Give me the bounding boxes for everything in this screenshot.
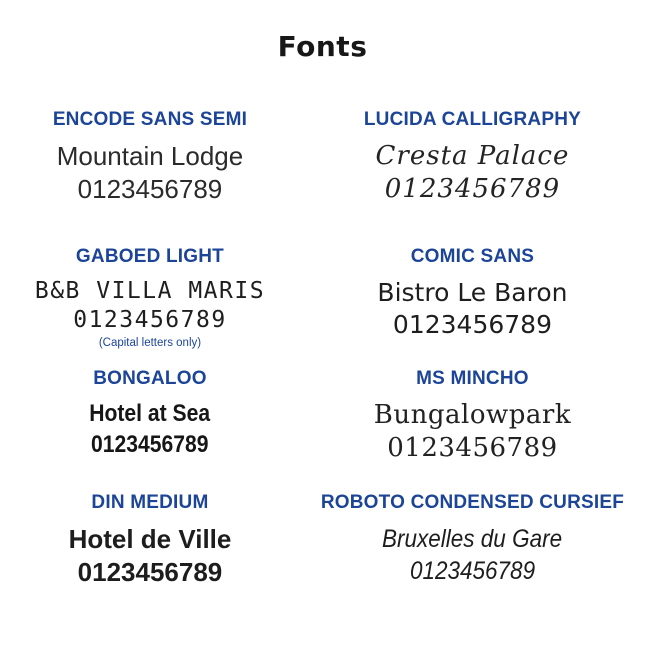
font-sample-digits: 0123456789 bbox=[409, 557, 536, 585]
font-name: ENCODE SANS SEMI bbox=[52, 109, 248, 130]
font-card-bongaloo bbox=[0, 362, 300, 486]
font-sample-text: Mountain Lodge bbox=[56, 141, 244, 171]
font-name: DIN MEDIUM bbox=[91, 492, 209, 513]
font-name: COMIC SANS bbox=[410, 246, 535, 267]
font-card-comic-sans bbox=[300, 240, 645, 362]
font-note: (Capital letters only) bbox=[98, 336, 202, 349]
font-specimen-grid bbox=[0, 103, 645, 590]
font-card-encode-sans-semi bbox=[0, 103, 300, 240]
font-name: GABOED LIGHT bbox=[75, 246, 224, 267]
page-title: Fonts bbox=[277, 30, 368, 63]
font-sample-digits: 0123456789 bbox=[387, 433, 558, 464]
font-sample-text: B&B VILLA MARIS bbox=[34, 278, 266, 304]
font-card-din-medium bbox=[0, 486, 300, 590]
font-sample-text: Bungalowpark bbox=[373, 400, 572, 430]
font-sample-digits: 0123456789 bbox=[73, 307, 227, 334]
font-card-ms-mincho bbox=[300, 362, 645, 486]
font-name: ROBOTO CONDENSED CURSIEF bbox=[320, 492, 625, 513]
font-sample-digits: 0123456789 bbox=[384, 174, 561, 205]
font-card-lucida-calligraphy bbox=[300, 103, 645, 240]
font-sample-text: Bistro Le Baron bbox=[377, 278, 568, 307]
font-sample-digits: 0123456789 bbox=[77, 557, 223, 588]
font-sample-text: Cresta Palace bbox=[375, 141, 570, 171]
font-sample-digits: 0123456789 bbox=[91, 430, 209, 458]
font-name: BONGALOO bbox=[93, 368, 207, 389]
font-sample-text: Hotel at Sea bbox=[89, 400, 211, 427]
font-card-gaboed-light bbox=[0, 240, 300, 362]
font-card-roboto-condensed-cursief bbox=[300, 486, 645, 590]
font-sample-text: Hotel de Ville bbox=[68, 524, 232, 554]
font-name: MS MINCHO bbox=[416, 368, 529, 389]
font-sample-digits: 0123456789 bbox=[77, 174, 223, 205]
font-sample-digits: 0123456789 bbox=[392, 310, 552, 339]
font-sample-text: Bruxelles du Gare bbox=[382, 525, 563, 553]
font-name: LUCIDA CALLIGRAPHY bbox=[363, 109, 582, 130]
